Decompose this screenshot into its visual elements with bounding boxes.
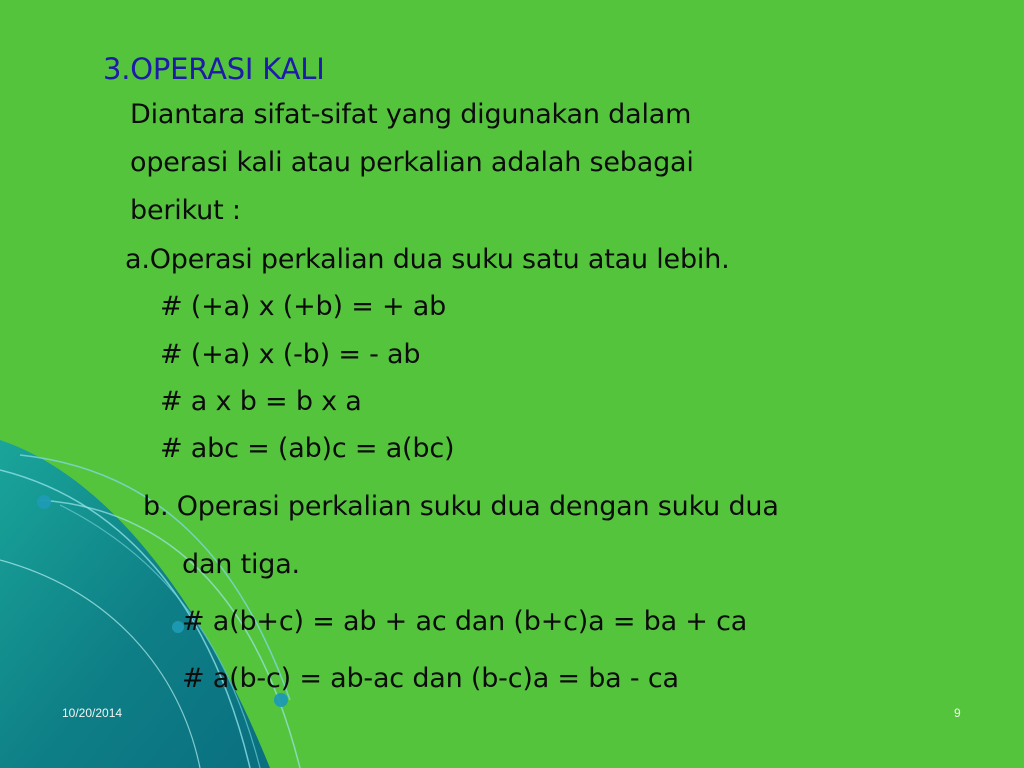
footer-page-number: 9 [954,706,961,720]
section-b-item-2: # a(b-c) = ab-ac dan (b-c)a = ba - ca [182,663,679,694]
footer-date: 10/20/2014 [62,706,123,720]
section-a-item-2: # (+a) x (-b) = - ab [160,339,421,370]
section-a-heading: a.Operasi perkalian dua suku satu atau lebih. [125,244,730,275]
section-b-item-1: # a(b+c) = ab + ac dan (b+c)a = ba + ca [182,606,748,637]
section-b-heading-line-1: b. Operasi perkalian suku dua dengan suku dua [143,491,779,522]
intro-line-1: Diantara sifat-sifat yang digunakan dalam [130,99,692,130]
section-b-heading-line-2: dan tiga. [182,549,300,580]
section-a-item-4: # abc = (ab)c = a(bc) [160,433,455,464]
section-a-item-1: # (+a) x (+b) = + ab [160,291,447,322]
slide-title: 3.OPERASI KALI [103,52,325,86]
section-a-item-3: # a x b = b x a [160,386,362,417]
intro-line-3: berikut : [130,195,241,226]
intro-line-2: operasi kali atau perkalian adalah sebagai [130,147,694,178]
